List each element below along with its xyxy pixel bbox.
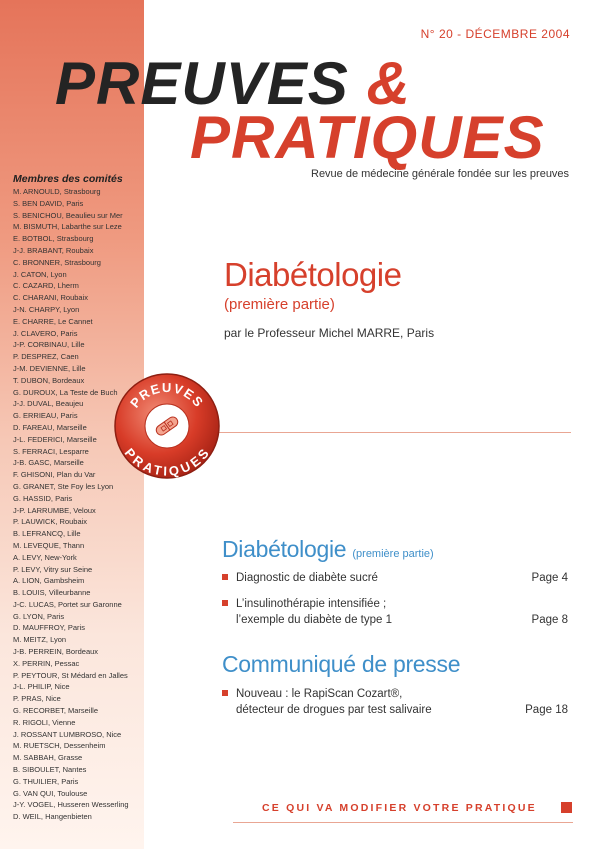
seal-top-text: PREUVES xyxy=(127,379,207,411)
committee-member: E. BOTBOL, Strasbourg xyxy=(13,234,94,244)
committee-member: S. BENICHOU, Beaulieu sur Mer xyxy=(13,210,123,220)
toc-item-text xyxy=(236,596,506,628)
committee-member: J-P. CORBINAU, Lille xyxy=(13,340,85,350)
committee-member: J-P. LARRUMBE, Veloux xyxy=(13,505,96,515)
committee-member: J-J. DUVAL, Beaujeu xyxy=(13,399,84,409)
committee-members xyxy=(13,186,141,823)
committee-member: J. CATON, Lyon xyxy=(13,269,67,279)
committee-member: D. MAUFFROY, Paris xyxy=(13,623,85,633)
committee-member: J-Y. VOGEL, Husseren Wesserling xyxy=(13,800,129,810)
committee-member: J-J. BRABANT, Roubaix xyxy=(13,245,94,255)
feature-author: par le Professeur Michel MARRE, Paris xyxy=(224,326,435,340)
toc-item-page: Page 8 xyxy=(531,614,568,626)
footer-slogan: CE QUI VA MODIFIER VOTRE PRATIQUE xyxy=(262,802,537,814)
toc-item-text-line2: détecteur de drogues par test salivaire xyxy=(236,704,432,716)
toc-section-diabetologie-title: Diabétologie xyxy=(222,536,347,562)
committee-member: G. RECORBET, Marseille xyxy=(13,706,99,716)
committee-member: D. FAREAU, Marseille xyxy=(13,422,87,432)
toc-item-text-line1: Nouveau : le RapiScan Cozart®, xyxy=(236,688,403,700)
committee-member: J-N. CHARPY, Lyon xyxy=(13,304,80,314)
committee-member: C. BRONNER, Strasbourg xyxy=(13,257,101,267)
committee-member: C. CAZARD, Lherm xyxy=(13,281,79,291)
committee-member: F. GHISONI, Plan du Var xyxy=(13,470,96,480)
committee-member: C. CHARANI, Roubaix xyxy=(13,293,89,303)
committee-member: G. GRANET, Ste Foy les Lyon xyxy=(13,481,114,491)
toc-item-text-line2: l’exemple du diabète de type 1 xyxy=(236,614,392,626)
bullet-square-icon xyxy=(222,574,228,580)
toc-item-rapiscan[interactable] xyxy=(222,686,568,718)
committee-title: Membres des comités xyxy=(13,173,123,185)
committee-member: M. SABBAH, Grasse xyxy=(13,753,83,763)
issue-number: N° 20 - DÉCEMBRE 2004 xyxy=(420,27,570,41)
bullet-square-icon xyxy=(222,600,228,606)
toc-section-diabetologie xyxy=(222,538,572,561)
committee-member: J-M. DEVIENNE, Lille xyxy=(13,363,86,373)
seal-bottom-text: PRATIQUES xyxy=(121,445,213,479)
committee-member: J-L. FEDERICI, Marseille xyxy=(13,434,97,444)
committee-member: M. ARNOULD, Strasbourg xyxy=(13,187,101,196)
toc-item-page: Page 18 xyxy=(525,704,568,716)
committee-member: P. LEVY, Vitry sur Seine xyxy=(13,564,93,574)
toc-item-diagnostic[interactable] xyxy=(222,570,568,586)
committee-member: P. PEYTOUR, St Médard en Jalles xyxy=(13,670,128,680)
committee-member: A. LION, Gambsheim xyxy=(13,576,85,586)
committee-member: P. LAUWICK, Roubaix xyxy=(13,517,88,527)
tagline: Revue de médecine générale fondée sur les preuves xyxy=(311,168,570,180)
committee-member: G. THUILIER, Paris xyxy=(13,776,79,786)
committee-member: B. LEFRANCQ, Lille xyxy=(13,529,81,539)
toc-item-page: Page 4 xyxy=(531,572,568,584)
committee-member: E. CHARRE, Le Cannet xyxy=(13,316,93,326)
masthead-line-2: PRATIQUES xyxy=(190,104,545,171)
footer-rule xyxy=(233,822,573,823)
committee-member: J-L. PHILIP, Nice xyxy=(13,682,70,692)
masthead-ampersand: & xyxy=(366,50,411,117)
committee-member: P. DESPREZ, Caen xyxy=(13,352,79,362)
committee-member: G. VAN QUI, Toulouse xyxy=(13,788,88,798)
committee-member: J-C. LUCAS, Portet sur Garonne xyxy=(13,599,122,609)
masthead-word-preuves: PREUVES xyxy=(55,50,349,117)
committee-member: M. LEVEQUE, Thann xyxy=(13,540,85,550)
feature-subtitle: (première partie) xyxy=(224,296,335,313)
committee-member: G. DUROUX, La Teste de Buch xyxy=(13,387,118,397)
committee-list xyxy=(13,173,141,823)
toc-item-text xyxy=(236,686,506,718)
committee-member: G. HASSID, Paris xyxy=(13,493,73,503)
toc-section-communique: Communiqué de presse xyxy=(222,651,461,677)
toc-item-text-line1: L’insulinothérapie intensifiée ; xyxy=(236,598,387,610)
toc-section-diabetologie-sub: (première partie) xyxy=(352,548,434,560)
footer-square-icon xyxy=(561,802,572,813)
committee-member: J. ROSSANT LUMBROSO, Nice xyxy=(13,729,122,739)
toc-item-insulinotherapie[interactable] xyxy=(222,596,568,628)
committee-member: D. WEIL, Hangenbieten xyxy=(13,812,92,822)
committee-member: G. ERRIEAU, Paris xyxy=(13,411,78,421)
committee-member: S. BEN DAVID, Paris xyxy=(13,198,84,208)
committee-member: J. CLAVERO, Paris xyxy=(13,328,78,338)
committee-member: P. PRAS, Nice xyxy=(13,694,61,704)
committee-member: B. SIBOULET, Nantes xyxy=(13,765,87,775)
committee-member: G. LYON, Paris xyxy=(13,611,65,621)
toc-item-text: Diagnostic de diabète sucré xyxy=(236,572,378,584)
feature-title: Diabétologie xyxy=(224,256,402,293)
committee-member: B. LOUIS, Villeurbanne xyxy=(13,588,91,598)
committee-member: A. LEVY, New-York xyxy=(13,552,77,562)
committee-member: J-B. GASC, Marseille xyxy=(13,458,84,468)
committee-member: T. DUBON, Bordeaux xyxy=(13,375,85,385)
committee-member: S. FERRACI, Lesparre xyxy=(13,446,89,456)
committee-member: M. RUETSCH, Dessenheim xyxy=(13,741,106,751)
committee-member: M. BISMUTH, Labarthe sur Leze xyxy=(13,222,122,232)
committee-member: M. MEITZ, Lyon xyxy=(13,635,67,645)
preuves-pratiques-seal-icon xyxy=(113,372,221,480)
committee-member: J-B. PERREIN, Bordeaux xyxy=(13,647,99,657)
committee-member: X. PERRIN, Pessac xyxy=(13,658,80,668)
bullet-square-icon xyxy=(222,690,228,696)
committee-member: R. RIGOLI, Vienne xyxy=(13,717,76,727)
